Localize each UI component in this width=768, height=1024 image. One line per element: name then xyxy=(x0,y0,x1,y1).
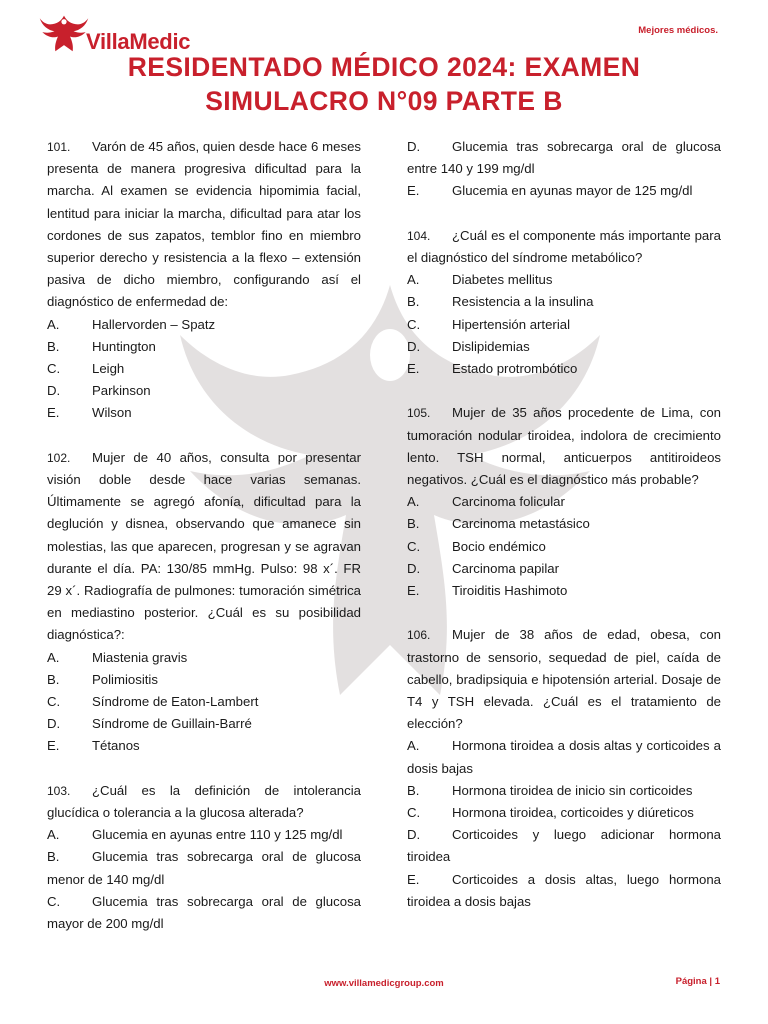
option-b[interactable] xyxy=(47,669,361,691)
option-text: Estado protrombótico xyxy=(452,361,578,377)
left-column xyxy=(47,136,361,957)
question-102 xyxy=(47,447,361,758)
option-letter: A. xyxy=(47,649,60,665)
question-104 xyxy=(407,225,721,380)
option-letter: D. xyxy=(407,560,421,576)
option-d[interactable] xyxy=(47,380,361,402)
option-e[interactable] xyxy=(47,402,361,424)
option-text: Dislipidemias xyxy=(452,338,530,354)
option-d[interactable] xyxy=(407,136,721,180)
option-c[interactable] xyxy=(407,802,721,824)
option-letter: C. xyxy=(407,316,421,332)
question-106 xyxy=(407,624,721,913)
option-letter: E. xyxy=(407,871,420,887)
question-103 xyxy=(47,780,361,935)
option-letter: B. xyxy=(407,294,420,310)
option-text: Glucemia tras sobrecarga oral de glucosa mayor de 200 mg/dl xyxy=(47,893,361,932)
question-number: 103. xyxy=(47,783,71,798)
option-text: Wilson xyxy=(92,405,132,421)
option-letter: B. xyxy=(47,338,60,354)
question-number: 105. xyxy=(407,406,431,421)
question-stem: ¿Cuál es la definición de intolerancia glucídica o tolerancia a la glucosa alterada? xyxy=(47,782,361,821)
option-letter: A. xyxy=(47,316,60,332)
option-letter: C. xyxy=(47,361,61,377)
option-a[interactable] xyxy=(47,824,361,846)
option-c[interactable] xyxy=(407,314,721,336)
option-letter: C. xyxy=(47,694,61,710)
option-a[interactable] xyxy=(47,647,361,669)
option-text: Corticoides y luego adicionar hormona tiroidea xyxy=(407,827,721,865)
option-letter: E. xyxy=(407,583,420,599)
option-text: Glucemia tras sobrecarga oral de glucosa menor de 140 mg/dl xyxy=(47,849,361,887)
option-letter: E. xyxy=(47,738,60,754)
option-e[interactable] xyxy=(407,180,721,202)
option-c[interactable] xyxy=(47,891,361,935)
question-stem: Mujer de 35 años procedente de Lima, con tumoración nodular tiroidea, indolora de crecimiento lento. TSH normal, anticuerpos antitiroideos negativos. ¿Cuál es el diagnóstico más probable? xyxy=(407,405,721,488)
option-text: Hormona tiroidea, corticoides y diúreticos xyxy=(452,805,694,821)
title-line-1: RESIDENTADO MÉDICO 2024: EXAMEN xyxy=(127,52,641,82)
option-letter: B. xyxy=(47,671,60,687)
question-105 xyxy=(407,402,721,602)
option-b[interactable] xyxy=(407,780,721,802)
option-letter: D. xyxy=(407,139,421,154)
logo-text: VillaMedic xyxy=(86,29,191,54)
option-text: Leigh xyxy=(92,361,125,377)
option-text: Glucemia tras sobrecarga oral de glucosa entre 140 y 199 mg/dl xyxy=(407,139,721,177)
option-letter: A. xyxy=(407,494,420,510)
question-103-continued xyxy=(407,136,721,203)
question-number: 106. xyxy=(407,628,431,643)
option-b[interactable] xyxy=(407,291,721,313)
option-a[interactable] xyxy=(47,314,361,336)
question-stem: Mujer de 38 años de edad, obesa, con trastorno de sensorio, sequedad de piel, caída de cabello, bradipsiquia e hipotensión arterial. Dosaje de T4 y TSH elevada. ¿Cuál es el tratamiento de elección? xyxy=(407,627,721,732)
option-b[interactable] xyxy=(407,513,721,535)
option-letter: E. xyxy=(407,361,420,377)
option-text: Hormona tiroidea de inicio sin corticoides xyxy=(452,782,693,798)
option-e[interactable] xyxy=(407,580,721,602)
option-text: Glucemia en ayunas mayor de 125 mg/dl xyxy=(452,183,693,199)
option-text: Síndrome de Guillain-Barré xyxy=(92,716,252,732)
question-101 xyxy=(47,136,361,425)
question-number: 101. xyxy=(47,140,71,154)
page-number: Página | 1 xyxy=(675,976,720,987)
option-letter: D. xyxy=(407,338,421,354)
option-text: Glucemia en ayunas entre 110 y 125 mg/dl xyxy=(92,827,343,843)
option-letter: D. xyxy=(47,383,61,399)
option-text: Bocio endémico xyxy=(452,538,546,554)
option-text: Tétanos xyxy=(92,738,140,754)
option-d[interactable] xyxy=(47,713,361,735)
option-text: Carcinoma papilar xyxy=(452,560,560,576)
option-letter: A. xyxy=(407,272,420,288)
option-letter: B. xyxy=(407,782,420,798)
title-line-2: SIMULACRO N°09 PARTE B xyxy=(205,86,563,116)
option-c[interactable] xyxy=(47,691,361,713)
option-e[interactable] xyxy=(47,735,361,757)
option-e[interactable] xyxy=(407,358,721,380)
option-a[interactable] xyxy=(407,491,721,513)
option-text: Tiroiditis Hashimoto xyxy=(452,583,568,599)
option-c[interactable] xyxy=(407,536,721,558)
option-d[interactable] xyxy=(407,558,721,580)
option-text: Parkinson xyxy=(92,383,151,399)
option-text: Síndrome de Eaton-Lambert xyxy=(92,694,259,710)
option-text: Hipertensión arterial xyxy=(452,316,571,332)
option-letter: E. xyxy=(47,405,60,421)
option-b[interactable] xyxy=(47,846,361,890)
option-letter: B. xyxy=(407,516,420,532)
option-d[interactable] xyxy=(407,336,721,358)
option-letter: D. xyxy=(47,716,61,732)
option-text: Hallervorden – Spatz xyxy=(92,316,216,332)
option-letter: C. xyxy=(407,805,421,821)
option-text: Carcinoma folicular xyxy=(452,494,565,510)
option-letter: A. xyxy=(47,827,60,843)
option-letter: D. xyxy=(407,827,421,843)
option-text: Carcinoma metastásico xyxy=(452,516,590,532)
question-stem: ¿Cuál es el componente más importante para el diagnóstico del síndrome metabólico? xyxy=(407,227,721,265)
option-letter: C. xyxy=(407,538,421,554)
option-d[interactable] xyxy=(407,824,721,868)
footer-url-link[interactable]: www.villamedicgroup.com xyxy=(324,978,444,989)
question-stem: Varón de 45 años, quien desde hace 6 meses presenta de manera progresiva dificultad para la marcha. Al examen se evidencia hipomimia facial, lentitud para iniciar la marcha, dificultad para atar los cordones de sus zapatos, temblor fino en miembro superior derecho y resistencia a la flexo – extensión pasiva de dicho miembro, configurando así el diagnóstico de enfermedad de: xyxy=(47,139,361,310)
option-text: Resistencia a la insulina xyxy=(452,294,594,310)
option-text: Hormona tiroidea a dosis altas y corticoides a dosis bajas xyxy=(407,738,721,776)
question-number: 102. xyxy=(47,450,71,465)
option-a[interactable] xyxy=(407,269,721,291)
option-text: Huntington xyxy=(92,338,156,354)
option-c[interactable] xyxy=(47,358,361,380)
right-column xyxy=(407,136,721,935)
tagline: Mejores médicos. xyxy=(638,25,718,36)
option-letter: C. xyxy=(47,893,61,909)
option-text: Diabetes mellitus xyxy=(452,272,553,288)
option-text: Corticoides a dosis altas, luego hormona tiroidea a dosis bajas xyxy=(407,871,721,909)
option-a[interactable] xyxy=(407,735,721,779)
option-letter: B. xyxy=(47,849,60,865)
question-number: 104. xyxy=(407,228,431,243)
page-title xyxy=(0,50,768,118)
option-letter: E. xyxy=(407,183,420,199)
question-stem: Mujer de 40 años, consulta por presentar visión doble desde hace varias semanas. Últimamente se agregó afonía, dificultad para la deglución y disnea, observando que amanece sin molestias, las que aparecen, progresan y se agravan durante el día. PA: 130/85 mmHg. Pulso: 98 x´. FR 29 x´. Radiografía de pulmones: tumoración simétrica en mediastino posterior. ¿Cuál es su posibilidad diagnóstica?: xyxy=(47,449,361,643)
option-text: Polimiositis xyxy=(92,671,158,687)
option-text: Miastenia gravis xyxy=(92,649,188,665)
option-e[interactable] xyxy=(407,869,721,913)
option-b[interactable] xyxy=(47,336,361,358)
option-letter: A. xyxy=(407,738,420,754)
